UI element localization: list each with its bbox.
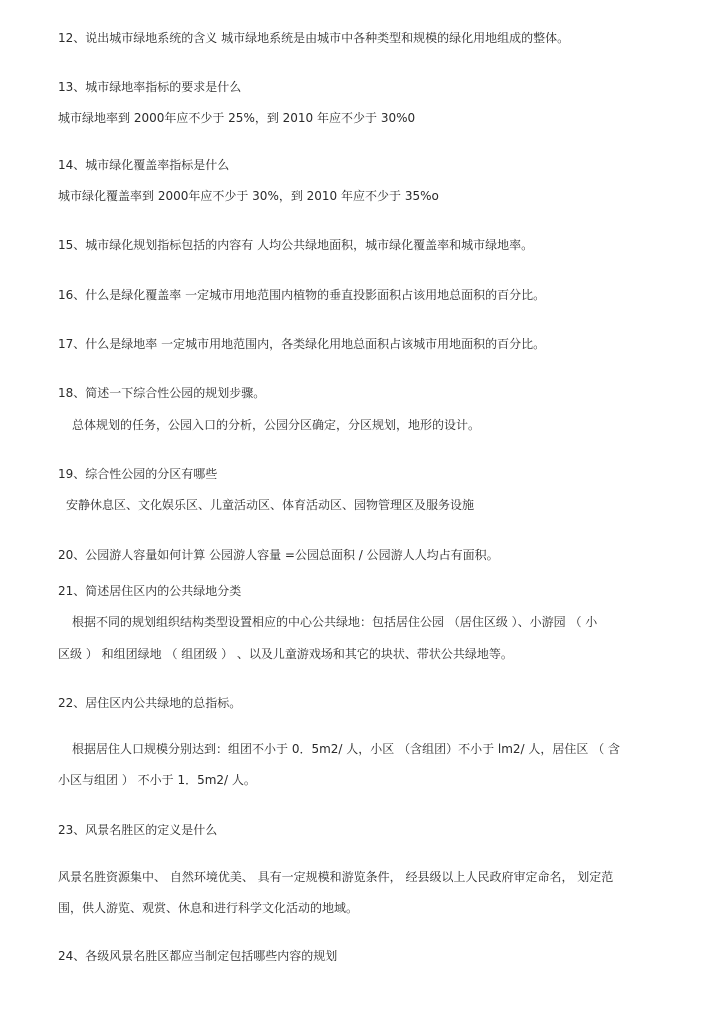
q22-answer-line1: 根据居住人口规模分别达到：组团不小于 0．5m2/ 人，小区 （含组团）不小于 lm2/ 人，居住区 （ 含 — [72, 742, 621, 756]
q23-title: 23、风景名胜区的定义是什么 — [58, 823, 218, 837]
q21-title: 21、简述居住区内的公共绿地分类 — [58, 584, 242, 598]
q13-title: 13、城市绿地率指标的要求是什么 — [58, 80, 242, 94]
q22-answer-line2: 小区与组团 ） 不小于 1．5m2/ 人。 — [58, 773, 256, 787]
q22-title: 22、居住区内公共绿地的总指标。 — [58, 696, 242, 710]
q12-line: 12、说出城市绿地系统的含义 城市绿地系统是由城市中各种类型和规模的绿化用地组成的整体。 — [58, 31, 570, 45]
q24-title: 24、各级风景名胜区都应当制定包括哪些内容的规划 — [58, 949, 338, 963]
q16-line: 16、什么是绿化覆盖率 一定城市用地范围内植物的垂直投影面积占该用地总面积的百分比。 — [58, 288, 546, 302]
q21-answer-line2: 区级 ） 和组团绿地 （ 组团级 ） 、以及儿童游戏场和其它的块状、带状公共绿地等。 — [58, 647, 513, 661]
q23-answer-line1: 风景名胜资源集中、 自然环境优美、 具有一定规模和游览条件， 经县级以上人民政府审定命名， 划定范 — [58, 870, 614, 884]
q23-answer-line2: 围，供人游览、观赏、休息和进行科学文化活动的地域。 — [58, 901, 359, 915]
q18-answer: 总体规划的任务，公园入口的分析，公园分区确定，分区规划，地形的设计。 — [72, 418, 481, 432]
q18-title: 18、简述一下综合性公园的规划步骤。 — [58, 386, 266, 400]
q17-line: 17、什么是绿地率 一定城市用地范围内，各类绿化用地总面积占该城市用地面积的百分比。 — [58, 337, 546, 351]
q21-answer-line1: 根据不同的规划组织结构类型设置相应的中心公共绿地：包括居住公园 （居住区级 ）、小游园 （ 小 — [72, 615, 598, 629]
q20-line: 20、公园游人容量如何计算 公园游人容量 =公园总面积 / 公园游人人均占有面积。 — [58, 548, 499, 562]
q19-answer: 安静休息区、文化娱乐区、儿童活动区、体育活动区、园物管理区及服务设施 — [66, 498, 475, 512]
q13-answer: 城市绿地率到 2000年应不少于 25%，到 2010 年应不少于 30%0 — [58, 111, 416, 125]
q14-answer: 城市绿化覆盖率到 2000年应不少于 30%，到 2010 年应不少于 35%o — [58, 189, 439, 203]
q14-title: 14、城市绿化覆盖率指标是什么 — [58, 158, 230, 172]
q19-title: 19、综合性公园的分区有哪些 — [58, 467, 218, 481]
q15-line: 15、城市绿化规划指标包括的内容有 人均公共绿地面积，城市绿化覆盖率和城市绿地率。 — [58, 238, 534, 252]
